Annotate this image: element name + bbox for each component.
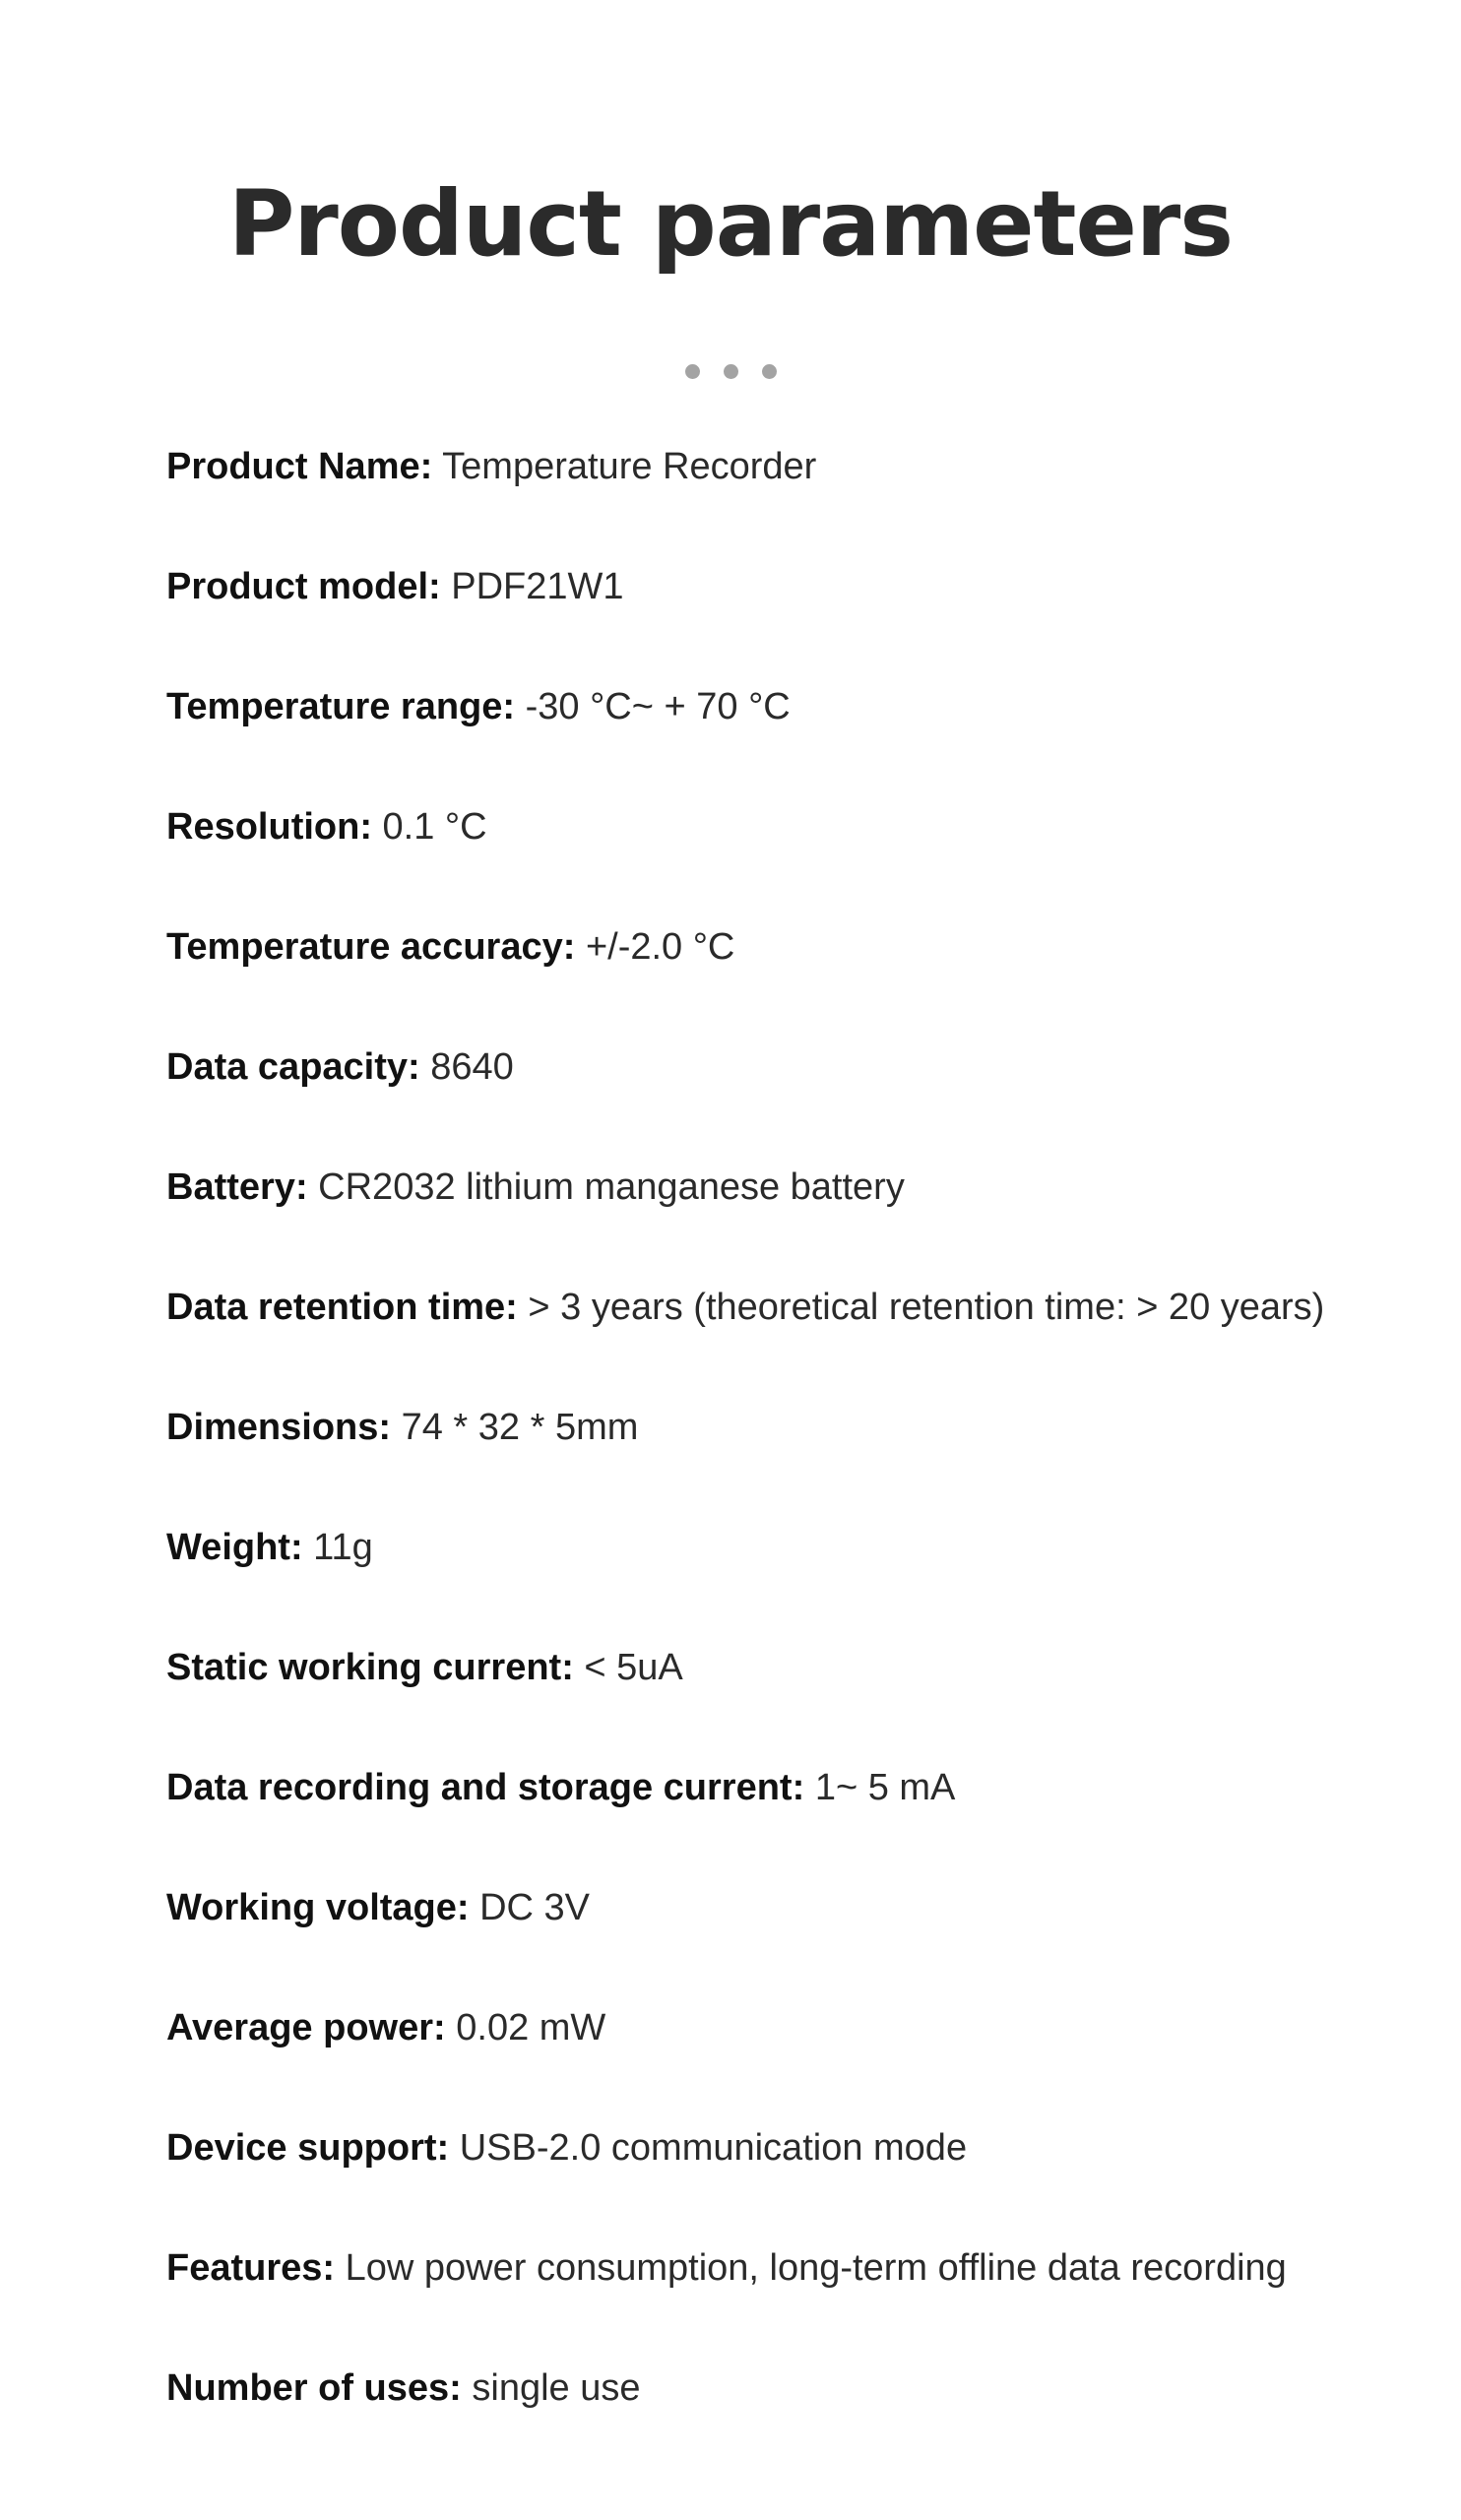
param-value: Temperature Recorder <box>442 446 817 487</box>
param-battery <box>166 1156 1446 1276</box>
param-value: +/-2.0 °C <box>585 926 735 968</box>
parameter-list <box>166 435 1446 2477</box>
param-dimensions <box>166 1396 1446 1516</box>
divider-dot <box>685 364 700 379</box>
param-label: Temperature accuracy: <box>166 926 576 968</box>
param-product-model <box>166 555 1446 675</box>
param-value: > 3 years (theoretical retention time: > 20 years) <box>528 1287 1325 1328</box>
param-label: Resolution: <box>166 806 372 848</box>
page-title: Product parameters <box>227 171 1234 277</box>
param-value: CR2032 lithium manganese battery <box>318 1166 905 1208</box>
param-value: DC 3V <box>479 1887 591 1928</box>
param-data-recording-storage-current <box>166 1756 1446 1876</box>
param-label: Temperature range: <box>166 686 516 727</box>
param-value: 11g <box>313 1527 373 1568</box>
param-static-working-current <box>166 1636 1446 1756</box>
param-label: Data capacity: <box>166 1046 420 1088</box>
param-value: 1~ 5 mA <box>814 1767 956 1808</box>
param-value: USB-2.0 communication mode <box>459 2127 968 2169</box>
param-label: Product Name: <box>166 446 433 487</box>
param-label: Number of uses: <box>166 2367 462 2409</box>
param-label: Static working current: <box>166 1647 574 1688</box>
param-label: Features: <box>166 2247 336 2289</box>
param-label: Weight: <box>166 1527 303 1568</box>
param-device-support <box>166 2116 1446 2236</box>
param-value: single use <box>472 2367 641 2409</box>
param-temperature-range <box>166 675 1446 795</box>
param-temperature-accuracy <box>166 915 1446 1036</box>
param-weight <box>166 1516 1446 1636</box>
param-data-retention-time <box>166 1276 1446 1396</box>
param-label: Dimensions: <box>166 1407 392 1448</box>
param-average-power <box>166 1996 1446 2116</box>
param-value: PDF21W1 <box>451 566 624 607</box>
param-product-name <box>166 435 1446 555</box>
param-value: < 5uA <box>584 1647 683 1688</box>
param-number-of-uses <box>166 2357 1446 2477</box>
divider-dot <box>762 364 777 379</box>
param-data-capacity <box>166 1036 1446 1156</box>
param-value: 74 * 32 * 5mm <box>401 1407 639 1448</box>
section-divider-dots <box>0 364 1461 380</box>
param-value: Low power consumption, long-term offline data recording <box>345 2247 1287 2289</box>
param-features <box>166 2236 1446 2357</box>
param-label: Battery: <box>166 1166 308 1208</box>
param-value: 8640 <box>430 1046 514 1088</box>
divider-dot <box>724 364 738 379</box>
param-resolution <box>166 795 1446 915</box>
param-value: -30 °C~ + 70 °C <box>525 686 791 727</box>
param-label: Data retention time: <box>166 1287 518 1328</box>
param-label: Working voltage: <box>166 1887 470 1928</box>
param-label: Average power: <box>166 2007 446 2048</box>
param-label: Data recording and storage current: <box>166 1767 805 1808</box>
param-working-voltage <box>166 1876 1446 1996</box>
param-value: 0.1 °C <box>382 806 487 848</box>
param-value: 0.02 mW <box>456 2007 606 2048</box>
param-label: Product model: <box>166 566 441 607</box>
param-label: Device support: <box>166 2127 450 2169</box>
